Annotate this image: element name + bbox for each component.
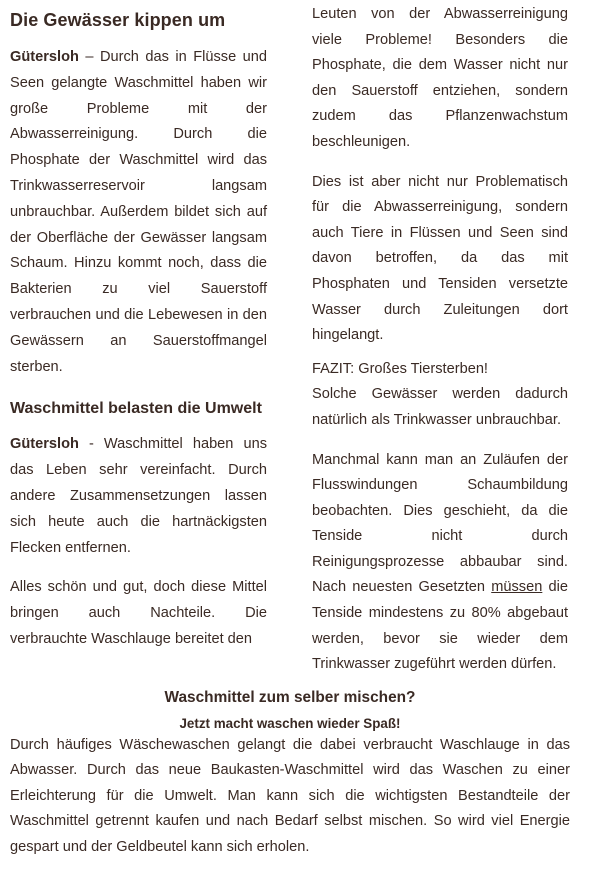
footer-subtitle: Jetzt macht waschen wieder Spaß! bbox=[179, 716, 401, 731]
article-paragraph-7 bbox=[312, 448, 568, 678]
fazit-line: FAZIT: Großes Tiersterben! bbox=[312, 360, 488, 377]
article-paragraph-5: Dies ist aber nicht nur Problematisch für die Abwasserreinigung, sondern auch Tiere in Flüssen und Seen sind davon betroffen, da das mit Phosphaten und Tensiden versetzte Wasser durch Zuleitungen dort hingelangt. bbox=[312, 173, 568, 344]
footer-paragraph: Durch häufiges Wäschewaschen gelangt die dabei verbraucht Waschlauge in das Abwasser. Durch das neue Baukasten-Waschmittel wird das Waschen zu einer Erleichterung für die Umwelt. Man kann sich die wichtigsten Bestandteile der Waschmittel getrennt kaufen und nach Bedarf selbst mischen. So wird viel Energie gespart und der Geldbeutel kann sich erholen. bbox=[10, 737, 570, 855]
footer-title: Waschmittel zum selber mischen? bbox=[164, 689, 416, 706]
right-column bbox=[312, 2, 568, 692]
left-column bbox=[10, 0, 267, 667]
article-paragraph-6: Solche Gewässer werden dadurch natürlich als Trinkwasser unbrauchbar. bbox=[312, 386, 568, 428]
dateline: Gütersloh bbox=[10, 436, 79, 453]
article-title: Die Gewässer kippen um bbox=[10, 10, 226, 30]
paragraph-text: die Tenside mindestens zu 80% abgebaut werden, bevor sie wieder dem Trinkwasser zugeführt werden dürfen. bbox=[312, 579, 568, 673]
section-heading: Waschmittel belasten die Umwelt bbox=[10, 400, 262, 418]
article-paragraph-1 bbox=[10, 45, 267, 380]
footer-section bbox=[10, 689, 570, 860]
paragraph-text: Manchmal kann man an Zuläufen der Flusswindungen Schaumbildung beobachten. Dies geschieht, da die Tenside nicht durch Reinigungsprozesse abbaubar sind. Nach neuesten Gesetzten bbox=[312, 451, 568, 596]
paragraph-text: – Durch das in Flüsse und Seen gelangte Waschmittel haben wir große Probleme mit der Abwasserreinigung. Durch die Phosphate der Waschmittel wird das Trinkwasserreservoir langsam unbrauchbar. Außerdem bildet sich auf der Oberfläche der Gewässer langsam Schaum. Hinzu kommt noch, dass die Bakterien zu viel Sauerstoff verbrauchen und die Lebewesen in den Gewässern an Sauerstoffmangel sterben. bbox=[10, 49, 267, 375]
article-paragraph-3: Alles schön und gut, doch diese Mittel bringen auch Nachteile. Die verbrauchte Waschlauge bereitet den bbox=[10, 579, 267, 647]
article-paragraph-4: Leuten von der Abwasserreinigung viele Probleme! Besonders die Phosphate, die dem Wasser nicht nur den Sauerstoff entziehen, sondern zudem das Pflanzenwachstum beschleunigen. bbox=[312, 6, 568, 150]
dateline: Gütersloh bbox=[10, 49, 79, 65]
underlined-word: müssen bbox=[491, 579, 543, 596]
paragraph-text: - Waschmittel haben uns das Leben sehr vereinfacht. Durch andere Zusammensetzungen lassen sich heute auch die hartnäckigsten Flecken entfernen. bbox=[10, 436, 267, 556]
article-paragraph-2 bbox=[10, 432, 267, 561]
